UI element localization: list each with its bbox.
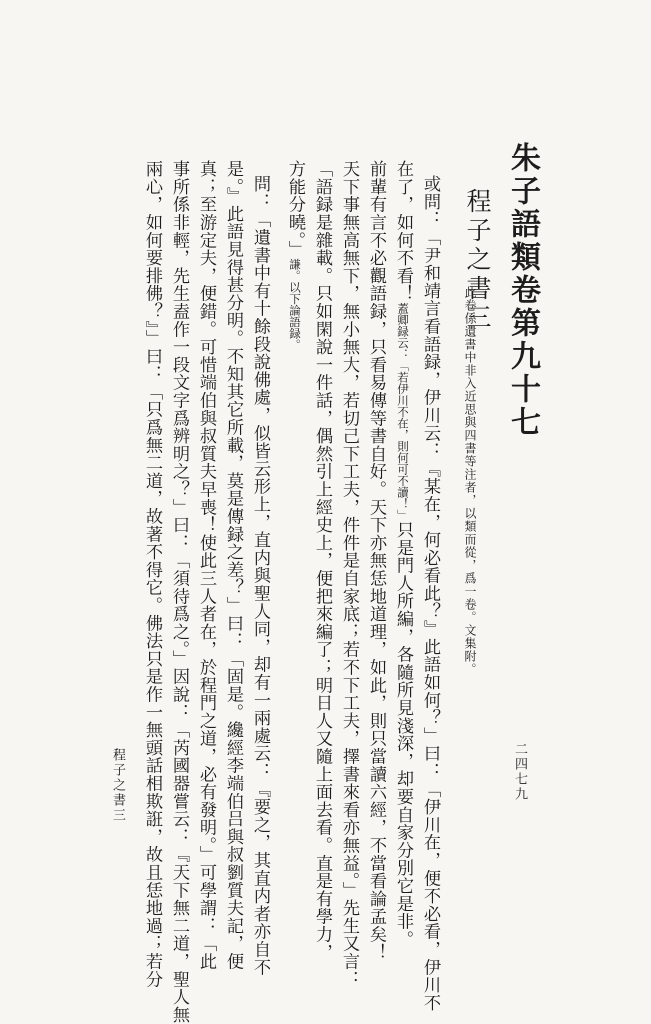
scope-note: 此卷係遺書中非入近思與四書等注者，以類而從，爲一卷。文集附。: [463, 286, 477, 676]
text-column: 問：「遺書中有十餘段說佛處，似皆云形上，直内與聖人同，却有一兩處云：『要之，其直内者亦自不: [250, 175, 270, 976]
page-number: 二四七九: [512, 742, 527, 802]
text-column: 事所係非輕，先生盍作一段文字爲辨明之？」曰：「須待爲之。」因說：「芮國器嘗云：『天下無二道，聖人無: [169, 160, 189, 1024]
text-column: 兩心，如何要排佛？』」曰：「只爲無二道，故著不得它。佛法只是作一無頭話相欺誑，故且恁地過；若分: [142, 160, 162, 988]
text-column: 或問：「尹和靖言看語録，伊川云：『某在，何必看此？』此語如何？」曰：「伊川在，便不必看，伊川不: [420, 175, 440, 1012]
text-column: 前輩有言不必觀語録，只看易傳等書自好。天下亦無恁地道理，如此，則只當讀六經，不當看論孟矣！: [366, 160, 386, 961]
text-column: 「語録是雜載。只如閑說一件話，偶然引上經史上，便把來編了；明日人又隨上面去看。直是有學力，: [312, 160, 332, 961]
text-column: 方能分曉。」謙。以下論語録。: [285, 160, 305, 351]
volume-title: 朱子語類卷第九十七: [505, 142, 540, 439]
text-column: 真；至游定夫，便錯。可惜端伯與叔質夫早喪！使此三人者在，於程門之道，必有發明。」可學謂：「此: [196, 160, 216, 971]
text-column: 在了，如何不看！蓋卿録云：「若伊川不在，則何可不讀！」只是門人所編，各隨所見淺深，却要自家分別它是非。: [393, 160, 413, 949]
margin-label: 程子之書三: [110, 748, 125, 823]
text-column: 天下事無高無下，無小無大，若切己下工夫，件件是自家底；若不下工夫，擇書來看亦無益。」先生又言：: [339, 160, 359, 988]
text-column: 是。』此語見得甚分明。不知其它所載，莫是傳録之差？」曰：「固是。纔經李端伯吕與叔劉質夫記，便: [223, 160, 243, 971]
inline-note: 謙。以下論語録。: [288, 258, 302, 351]
section-title: 程子之書三: [463, 188, 492, 333]
inline-note: 蓋卿録云：「若伊川不在，則何可不讀！」: [396, 302, 410, 521]
